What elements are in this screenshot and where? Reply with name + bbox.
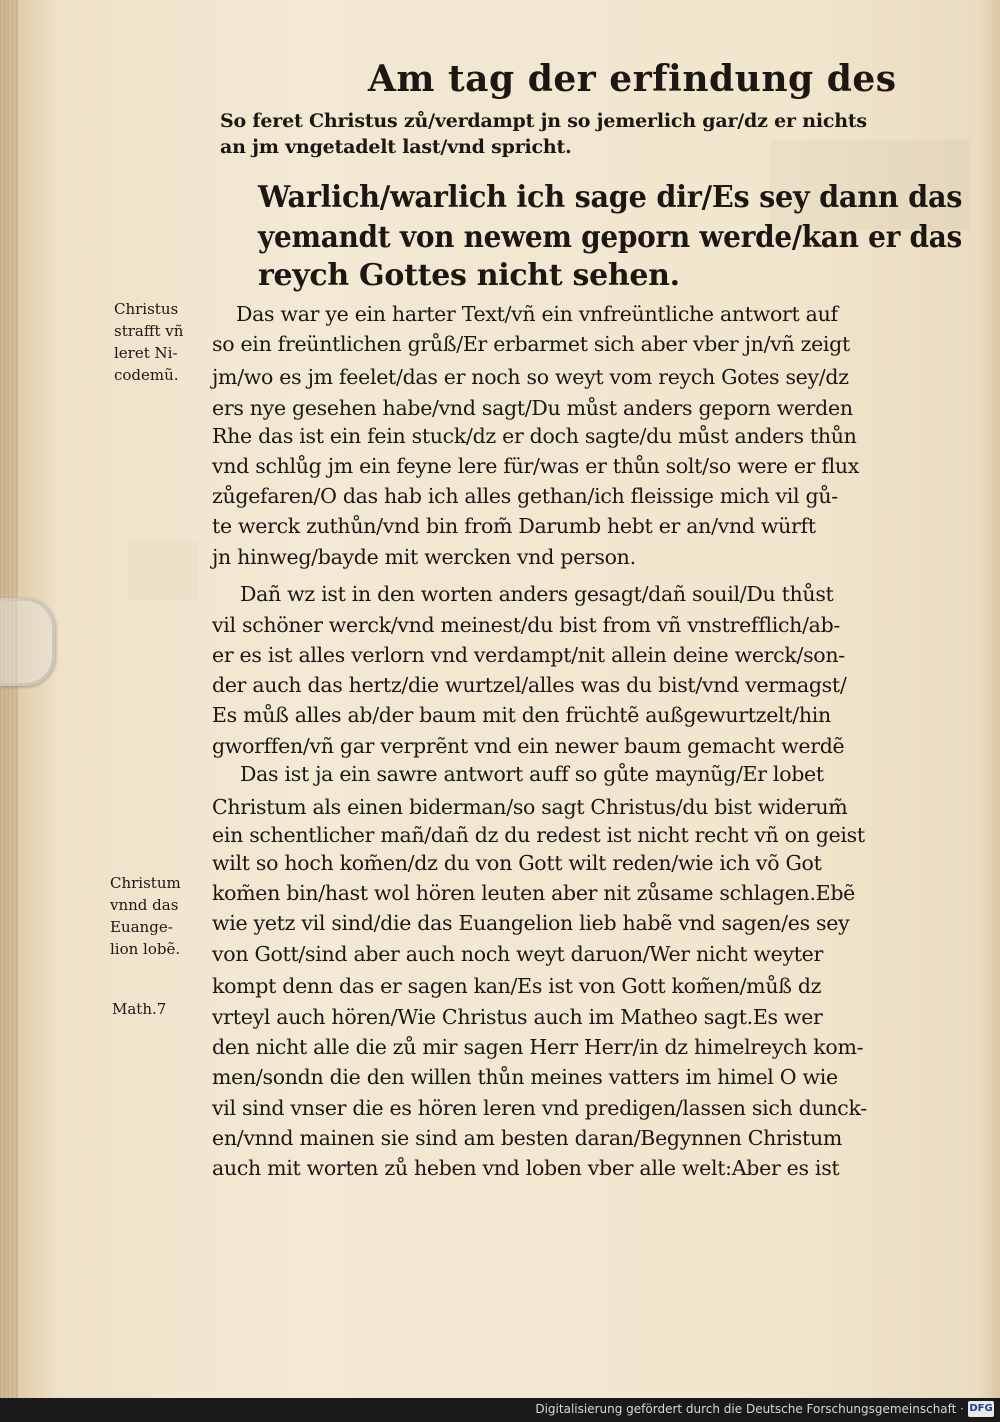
footer-credit: Digitalisierung gefördert durch die Deutsche Forschungsgemeinschaft · — [535, 1402, 964, 1416]
margin-note: Christum vnnd das Euange- lion lobẽ. — [110, 874, 181, 958]
page-edge — [0, 0, 18, 1398]
page-heading: Am tag der erfindung des — [368, 58, 897, 100]
body-line: vrteyl auch hören/Wie Christus auch im Matheo sagt.Es wer — [212, 1005, 823, 1029]
paper-clip — [0, 598, 55, 686]
body-line: vil schöner werck/vnd meinest/du bist from vñ vnstrefflich/ab- — [212, 613, 841, 637]
body-line: Das war ye ein harter Text/vñ ein vnfreüntliche antwort auf — [236, 302, 838, 326]
margin-note: Christus strafft vñ leret Ni- codemũ. — [114, 300, 184, 384]
quote-line: Warlich/warlich ich sage dir/Es sey dann das — [258, 180, 963, 215]
footer-bar — [0, 1398, 1000, 1422]
bleed-through-shadow — [128, 540, 198, 600]
dfg-logo: DFG — [968, 1401, 994, 1417]
body-line: kom̃en bin/hast wol hören leuten aber nit zůsame schlagen.Ebẽ — [212, 881, 855, 905]
intro-line: So feret Christus zů/verdampt jn so jemerlich gar/dz er nichts — [220, 110, 867, 132]
body-line: wilt so hoch kom̃en/dz du von Gott wilt reden/wie ich võ Got — [212, 851, 822, 875]
body-line: te werck zuthůn/vnd bin from̃ Darumb hebt er an/vnd würft — [212, 514, 816, 538]
intro-line: an jm vngetadelt last/vnd spricht. — [220, 136, 572, 158]
body-line: ers nye gesehen habe/vnd sagt/Du můst anders geporn werden — [212, 396, 853, 420]
body-line: Das ist ja ein sawre antwort auff so gůte maynũg/Er lobet — [240, 762, 824, 786]
body-line: so ein freüntlichen grůß/Er erbarmet sich aber vber jn/vñ zeigt — [212, 332, 850, 356]
body-line: en/vnnd mainen sie sind am besten daran/Begynnen Christum — [212, 1126, 843, 1150]
body-line: jn hinweg/bayde mit wercken vnd person. — [212, 545, 636, 569]
body-line: Es můß alles ab/der baum mit den früchtẽ außgewurtzelt/hin — [212, 703, 831, 727]
margin-note: Math.7 — [112, 1000, 167, 1018]
body-line: Dañ wz ist in den worten anders gesagt/dañ souil/Du thůst — [240, 582, 834, 606]
body-line: auch mit worten zů heben vnd loben vber alle welt:Aber es ist — [212, 1156, 840, 1180]
body-line: Christum als einen biderman/so sagt Christus/du bist widerum̃ — [212, 795, 848, 819]
body-line: vnd schlůg jm ein feyne lere für/was er thůn solt/so were er flux — [212, 454, 860, 478]
body-line: ein schentlicher mañ/dañ dz du redest ist nicht recht vñ on geist — [212, 823, 865, 847]
body-line: gworffen/vñ gar verprẽnt vnd ein newer baum gemacht werdẽ — [212, 734, 845, 758]
body-line: den nicht alle die zů mir sagen Herr Herr/in dz himelreych kom- — [212, 1035, 864, 1059]
body-line: men/sondn die den willen thůn meines vatters im himel O wie — [212, 1065, 838, 1089]
body-line: er es ist alles verlorn vnd verdampt/nit allein deine werck/son- — [212, 643, 845, 667]
body-line: der auch das hertz/die wurtzel/alles was du bist/vnd vermagst/ — [212, 673, 847, 697]
quote-line: reych Gottes nicht sehen. — [258, 258, 680, 293]
quote-line: yemandt von newem geporn werde/kan er das — [258, 220, 962, 255]
body-line: Rhe das ist ein fein stuck/dz er doch sagte/du můst anders thůn — [212, 424, 857, 448]
body-line: zůgefaren/O das hab ich alles gethan/ich fleissige mich vil gů- — [212, 484, 838, 508]
body-line: vil sind vnser die es hören leren vnd predigen/lassen sich dunck- — [212, 1096, 867, 1120]
body-line: jm/wo es jm feelet/das er noch so weyt vom reych Gotes sey/dz — [212, 365, 849, 389]
body-line: von Gott/sind aber auch noch weyt daruon/Wer nicht weyter — [212, 942, 824, 966]
body-line: wie yetz vil sind/die das Euangelion lieb habẽ vnd sagen/es sey — [212, 911, 850, 935]
body-line: kompt denn das er sagen kan/Es ist von Gott kom̃en/můß dz — [212, 974, 822, 998]
